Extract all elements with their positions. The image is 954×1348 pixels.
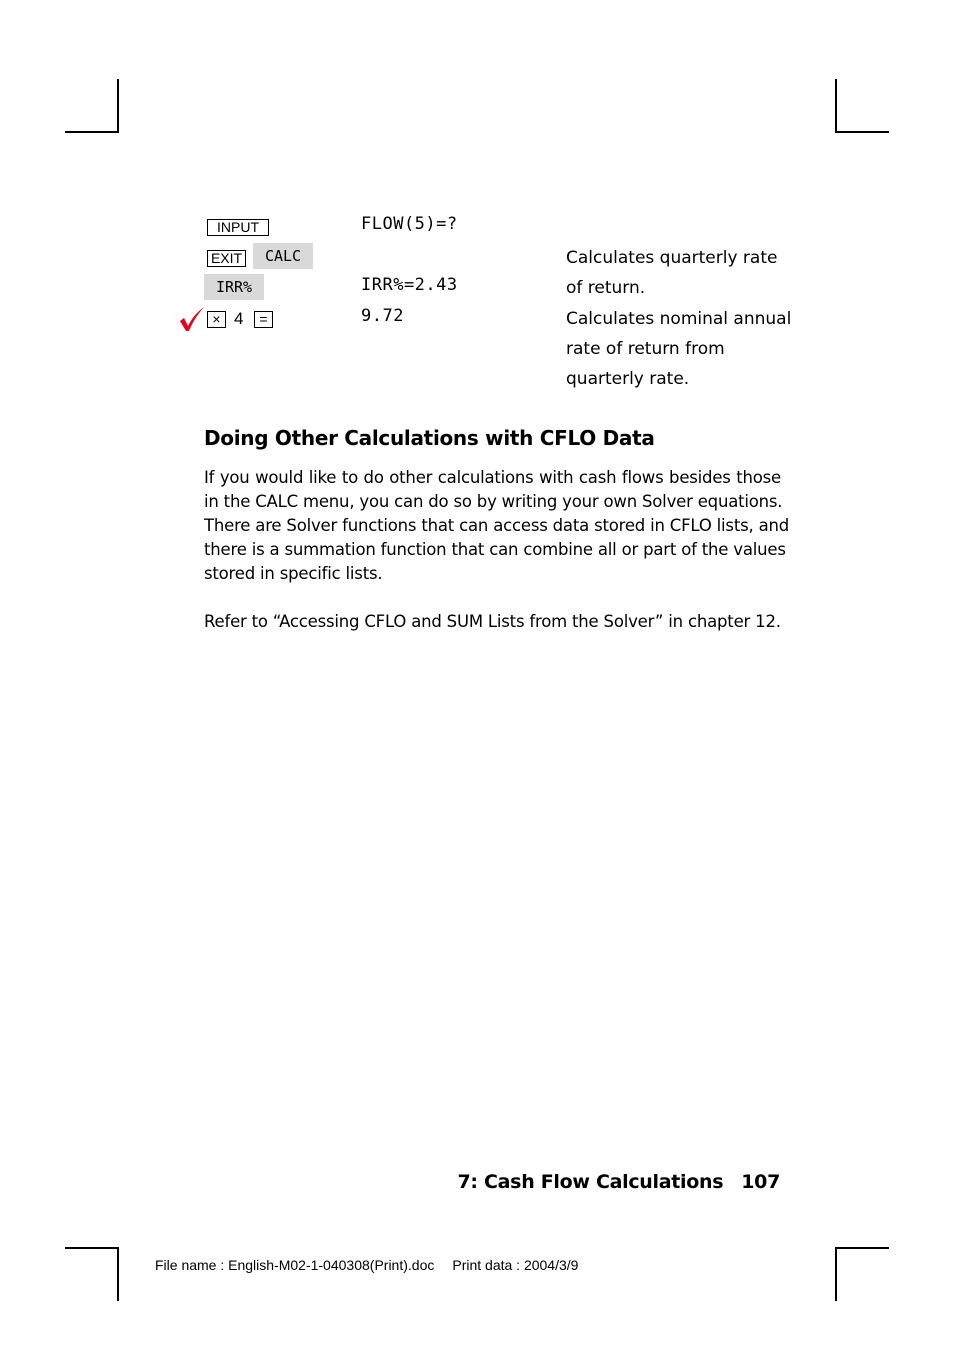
crop-mark-bottom-right-horizontal xyxy=(835,1247,889,1249)
display-line-flow: FLOW(5)=? xyxy=(361,214,458,234)
paragraph-line: If you would like to do other calculations with cash flows besides those xyxy=(204,468,781,487)
description-line: of return. xyxy=(566,278,646,298)
page-footer xyxy=(457,1168,780,1196)
paragraph-line: stored in specific lists. xyxy=(204,564,383,583)
exit-key: EXIT xyxy=(207,250,246,267)
section-heading: Doing Other Calculations with CFLO Data xyxy=(204,426,655,450)
display-line-result: 9.72 xyxy=(361,306,404,326)
paragraph-line: in the CALC menu, you can do so by writing your own Solver equations. xyxy=(204,492,783,511)
crop-mark-bottom-left-vertical xyxy=(117,1247,119,1301)
paragraph-line: Refer to “Accessing CFLO and SUM Lists from the Solver” in chapter 12. xyxy=(204,612,781,631)
times-key: × xyxy=(207,311,226,328)
description-quarterly-rate xyxy=(566,243,796,303)
description-line: quarterly rate. xyxy=(566,369,690,389)
print-info xyxy=(155,1257,578,1273)
page-number: 107 xyxy=(741,1171,780,1193)
print-date: Print data : 2004/3/9 xyxy=(452,1257,579,1273)
crop-mark-top-left-vertical xyxy=(117,79,119,133)
crop-mark-bottom-right-vertical xyxy=(835,1247,837,1301)
irr-softkey: IRR% xyxy=(204,274,264,300)
crop-mark-top-left-horizontal xyxy=(65,131,119,133)
crop-mark-bottom-left-horizontal xyxy=(65,1247,119,1249)
description-line: rate of return from xyxy=(566,339,725,359)
input-key: INPUT xyxy=(207,219,269,236)
digit-4: 4 xyxy=(234,309,244,328)
crop-mark-top-right-vertical xyxy=(835,79,837,133)
description-nominal-annual xyxy=(566,304,796,394)
body-paragraph-1 xyxy=(204,466,790,586)
description-line: Calculates nominal annual xyxy=(566,309,792,329)
checkmark-icon xyxy=(178,306,206,332)
body-paragraph-2 xyxy=(204,610,781,634)
file-name: File name : English-M02-1-040308(Print).doc xyxy=(155,1257,435,1273)
chapter-title: 7: Cash Flow Calculations xyxy=(457,1171,724,1193)
display-line-irr: IRR%=2.43 xyxy=(361,275,458,295)
description-line: Calculates quarterly rate xyxy=(566,248,778,268)
calc-softkey: CALC xyxy=(253,243,313,269)
paragraph-line: there is a summation function that can combine all or part of the values xyxy=(204,540,786,559)
crop-mark-top-right-horizontal xyxy=(835,131,889,133)
paragraph-line: There are Solver functions that can access data stored in CFLO lists, and xyxy=(204,516,790,535)
equals-key: = xyxy=(254,311,273,328)
